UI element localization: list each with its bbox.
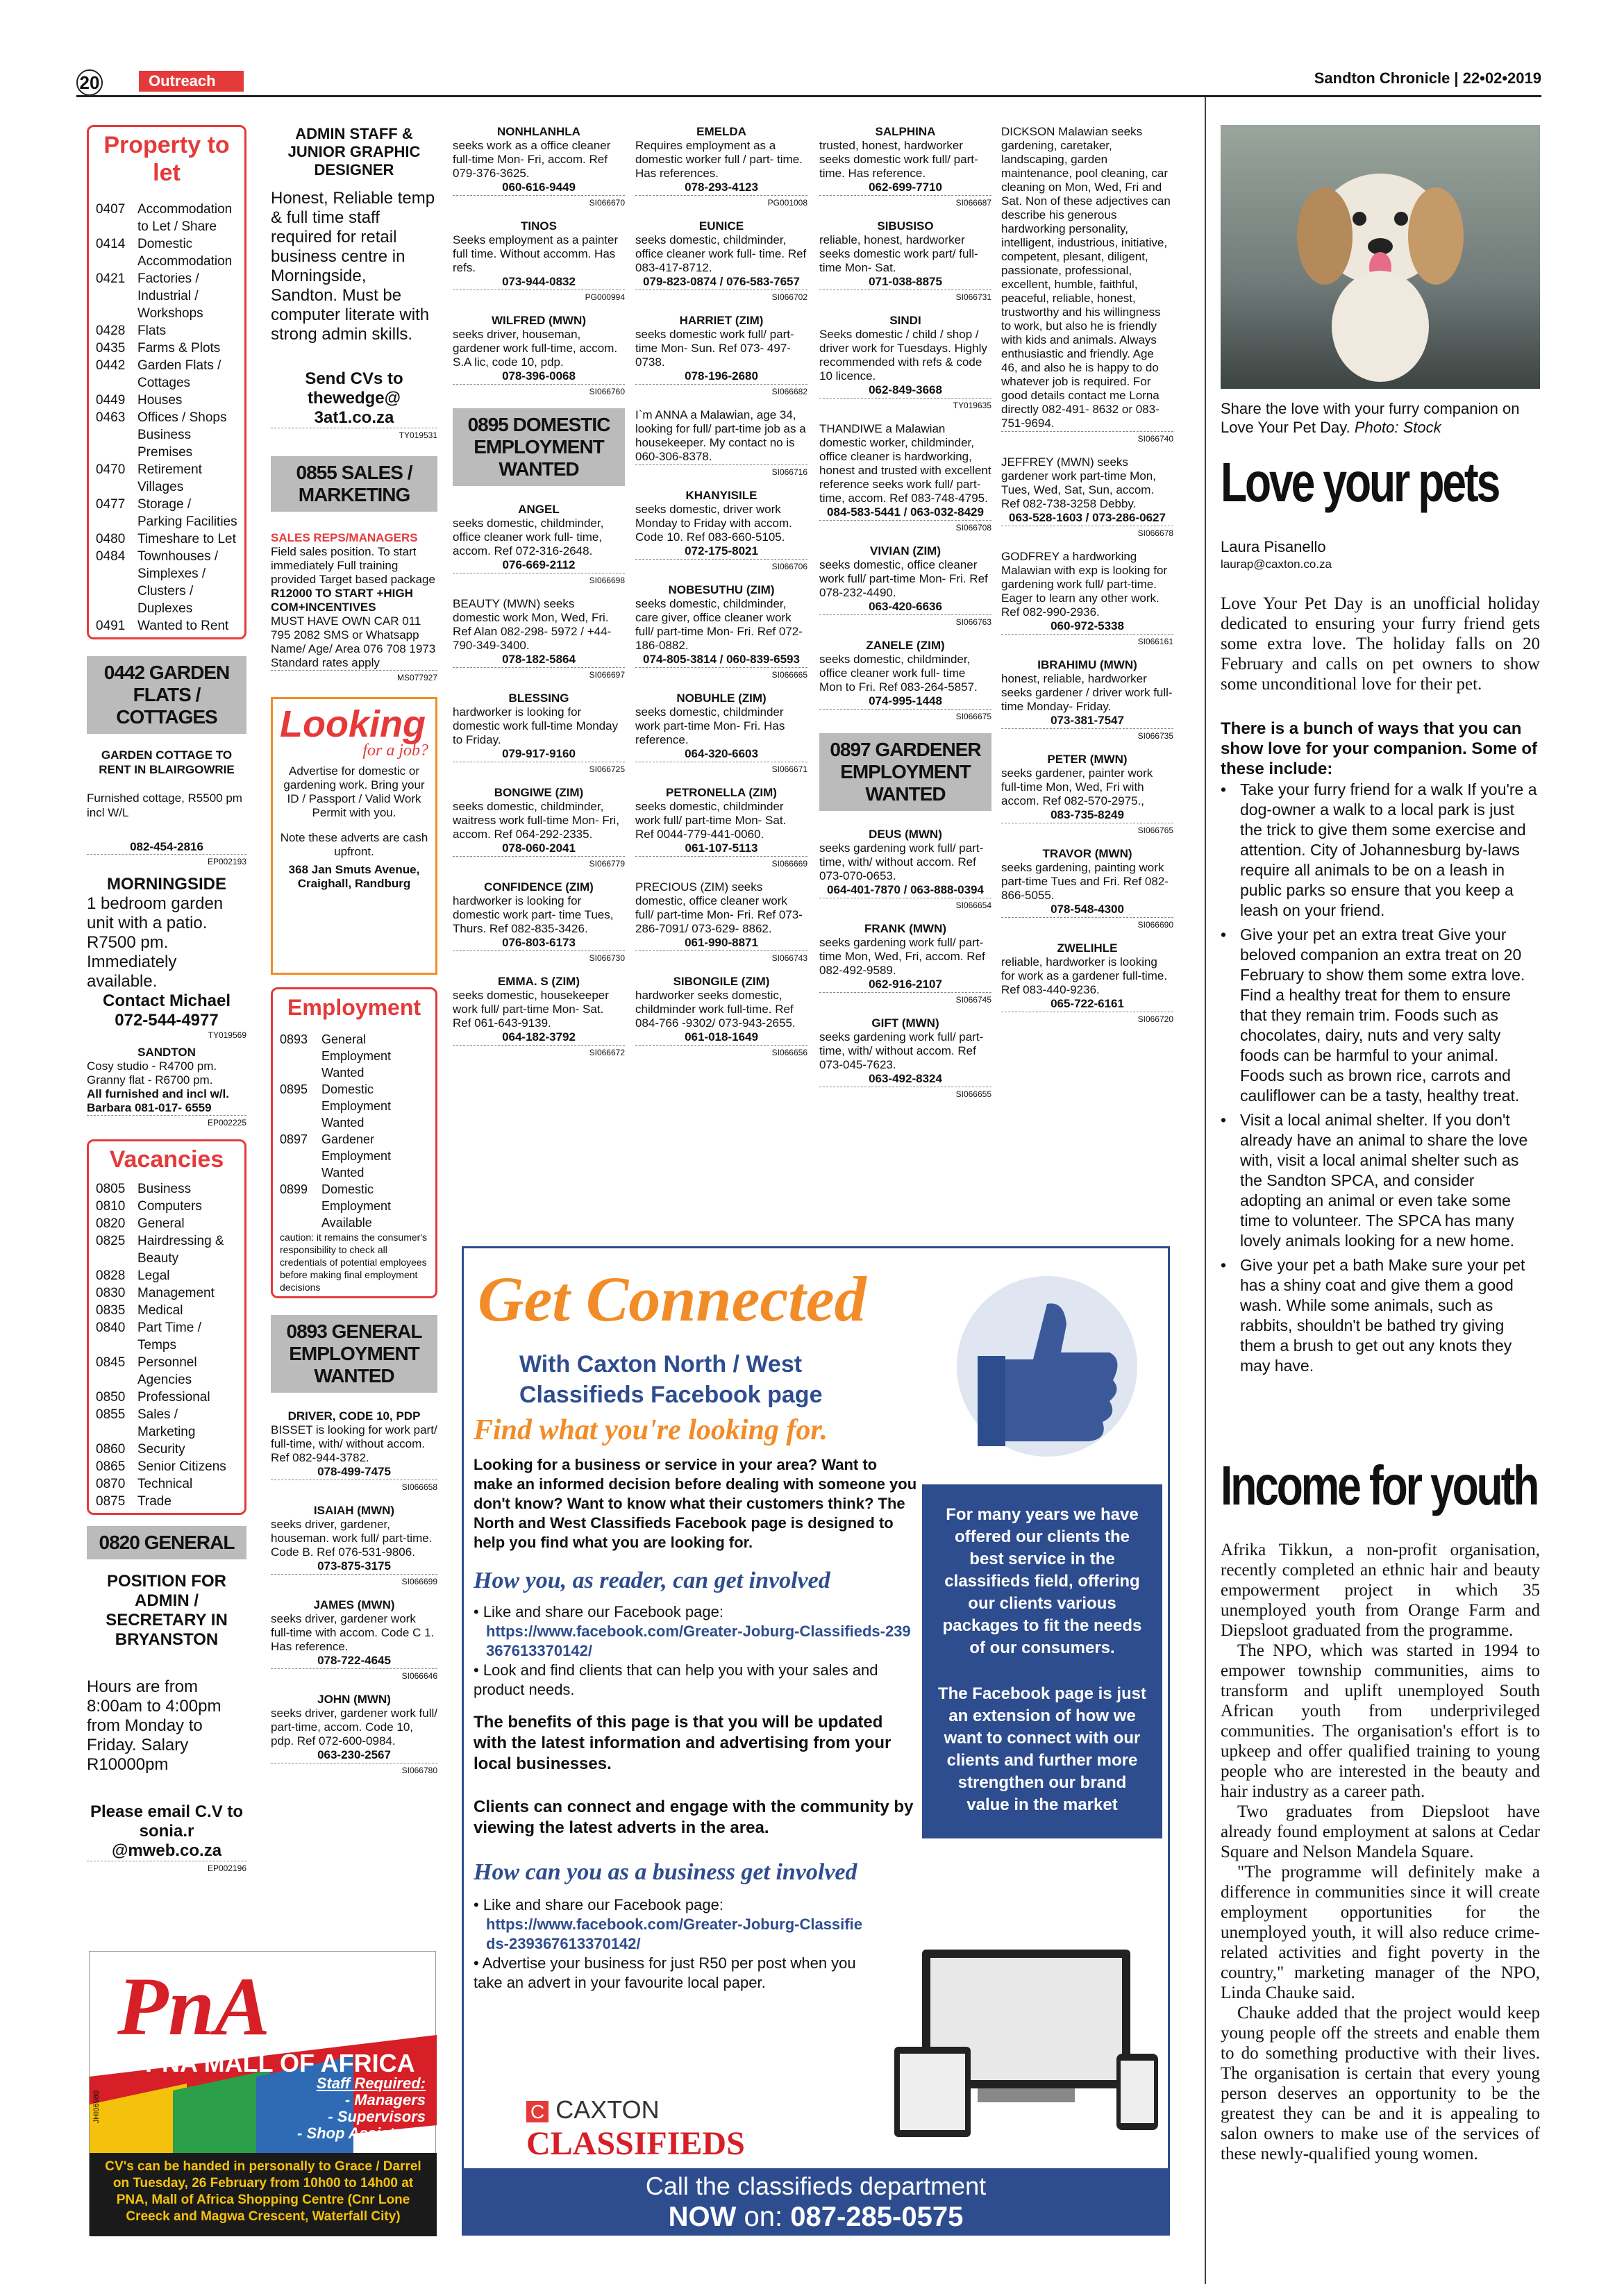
classified-ad: I`m ANNA a Malawian, age 34, looking for full/ part-time job as a housekeeper. My contact no is 060-306-8378. SI066716 (635, 408, 807, 479)
index-item: 0491 Wanted to Rent (96, 619, 229, 633)
index-item: 0870 Technical (96, 1477, 193, 1491)
classified-ad: ZWELIHLE reliable, hardworker is looking for work as a gardener full-time. Ref 083-440-9236. 065-722-6161 SI066720 (1001, 941, 1173, 1026)
property-index (87, 125, 246, 639)
pet-tip: • Visit a local animal shelter. If you don't already have an animal to share the love with, visit a local animal shelter such as the Sandton SPCA, and consider adopting an animal or even take some time to volunteer. The SPCA has many lovely animals looking for a new home. (1221, 1111, 1528, 1250)
garden-ad-2: MORNINGSIDE 1 bedroom garden unit with a patio. R7500 pm. Immediately available. Contact Michael 072-544-4977 TY019569 (87, 875, 246, 1040)
pna-staff: Staff Required: - Managers - Supervisors - Shop Assistants (297, 2075, 426, 2142)
index-item: 0449 Houses (96, 393, 183, 408)
article-youth-body: Afrika Tikkun, a non-profit organisation, recently completed an ethnic hair and beauty empowerment project in which 35 unemployed youth from Orange Farm and Diepsloot graduated from the programme. The NPO, which was started in 1994 to empower township communities, aims to transform and uplift unemployed South African youth from underprivileged communities. The organisation's effort is to upkeep and offer qualified training to young people who are interested in the beauty and hair industry as a career path. Two graduates from Diepsloot have already found employment at salons at Cedar Square and Nelson Mandela Square. "The programme will definitely make a difference in communities since it will create employment opportunities for the unemployed youth, it will also reduce crime-related activities and fight poverty in the country," marketing manager of the NPO, Linda Chauke said. Chauke added that the project would keep young people off the streets and enable them to do something productive with their lives. The organisation is certain that every young person deserves an opportunity to be the greatest they can be and it is appealing to salon owners to make use of the services of these newly-qualified young women. (1221, 1541, 1540, 2163)
admin-ad: ADMIN STAFF & JUNIOR GRAPHIC DESIGNER Honest, Reliable temp & full time staff required for retail business centre in Morningside, Sandton. Must be computer literate with strong admin skills. Send CVs to thewedge@ 3at1.co.za TY019531 (271, 125, 437, 442)
classified-ad: EMMA. S (ZIM) seeks domestic, housekeeper work full/ part-time Mon- Sat. Ref 061-643-9139. 064-182-3792 SI066672 (453, 975, 625, 1059)
fb-link-2[interactable]: https://www.facebook.com/Greater-Joburg-Classifieds-239367613370142/ (486, 1916, 862, 1952)
pna-logo: PnA (117, 1960, 271, 2052)
classified-ad: HARRIET (ZIM) seeks domestic work full/ part-time Mon- Sun. Ref 073- 497-0738. 078-196-2680 SI066682 (635, 314, 807, 399)
index-item: 0480 Timeshare to Let (96, 532, 236, 546)
article-author: Laura Pisanello (1221, 538, 1326, 555)
classified-ad: BLESSING hardworker is looking for domestic work full-time Monday to Friday. 079-917-9160 SI066725 (453, 692, 625, 776)
index-item: 0805 Business (96, 1182, 192, 1196)
classified-ad: JAMES (MWN) seeks driver, gardener work full-time with accom. Code C 1. Has reference. 078-722-4645 SI066646 (271, 1598, 437, 1683)
classified-ad: EMELDA Requires employment as a domestic worker full / part- time. Has references. 078-293-4123 PG001008 (635, 125, 807, 210)
classified-ad: IBRAHIMU (MWN) honest, reliable, hardworker seeks gardener / driver work full-time Monday- Friday. 073-381-7547 SI066735 (1001, 658, 1173, 743)
index-item: 0825 Hairdressing & Beauty (96, 1234, 224, 1266)
index-item: 0899 Domestic Employment Available (280, 1182, 392, 1230)
photo-caption: Share the love with your furry companion on Love Your Pet Day. Photo: Stock (1221, 400, 1520, 436)
pna-advert: PnA colour your world PNA MALL OF AFRICA Staff Required: - Managers - Supervisors - Shop Assistants JHI06980 CV's can be handed in personally to Grace / Darrel on Tuesday, 26 February from 10h00 to 14h00 at PNA, Mall of Africa Shopping Centre (Cnr Lone Creeck and Magwa Crescent, Waterfall City) (89, 1951, 436, 2236)
index-item: 0421 Factories / Industrial / Workshops (96, 271, 203, 321)
classified-ad: PETER (MWN) seeks gardener, painter work full-time Mon, Wed, Fri with accom. Ref 082-570-2975., 083-735-8249 SI066765 (1001, 753, 1173, 837)
pna-footer: CV's can be handed in personally to Grace / Darrel on Tuesday, 26 February from 10h00 to 14h00 at PNA, Mall of Africa Shopping Centre (Cnr Lone Creeck and Magwa Crescent, Waterfall City) (105, 2159, 421, 2224)
classified-ad: NONHLANHLA seeks work as a office cleaner full-time Mon- Fri, accom. Ref 079-376-3625. 060-616-9449 SI066670 (453, 125, 625, 210)
sales-ad: SALES REPS/MANAGERS Field sales position. To start immediately Full training provided Target based package R12000 TO START +HIGH COM+INCENTIVES MUST HAVE OWN CAR 011 795 2082 SMS or Whatsapp Name/ Age/ Area 076 708 1973 Standard rates apply MS077927 (271, 531, 437, 685)
classified-ad: ZANELE (ZIM) seeks domestic, childminder, office cleaner work full- time Mon to Fri. Ref 083-264-5857. 074-995-1448 SI066675 (819, 639, 991, 723)
classified-ad: NOBUHLE (ZIM) seeks domestic, childminder work part-time Mon- Fri. Has reference. 064-320-6603 SI066671 (635, 692, 807, 776)
column-divider (1205, 97, 1206, 2284)
index-item: 0484 Townhouses / Simplexes / Clusters / Duplexes (96, 549, 219, 616)
index-item: 0865 Senior Citizens (96, 1459, 226, 1474)
column-3 (453, 125, 625, 1069)
index-item: 0835 Medical (96, 1303, 183, 1318)
classified-ad: GODFREY a hardworking Malawian with exp is looking for gardening work full/ part-time. Eager to learn any other work. Ref 082-990-2936. 060-972-5338 SI066161 (1001, 550, 1173, 648)
index-item: 0897 Gardener Employment Wanted (280, 1132, 392, 1180)
classified-ad: JEFFREY (MWN) seeks gardener work part-time Mon, Tues, Wed, Sat, Sun, accom. Ref 082-738-3258 Debby. 063-528-1603 / 073-286-0627 SI066678 (1001, 455, 1173, 540)
classified-ad: BONGIWE (ZIM) seeks domestic, childminder, waitress work full-time Mon- Fri, accom. Ref 064-292-2335. 078-060-2041 SI066779 (453, 786, 625, 871)
classified-ad: VIVIAN (ZIM) seeks domestic, office cleaner work full/ part-time Mon- Fri. Ref 078-232-4490. 063-420-6636 SI066763 (819, 544, 991, 629)
index-item: 0893 General Employment Wanted (280, 1032, 392, 1080)
page-number: 20 (76, 69, 103, 96)
index-item: 0810 Computers (96, 1199, 202, 1214)
index-item: 0820 General (96, 1216, 185, 1231)
index-item: 0860 Security (96, 1442, 185, 1457)
section-tag: Outreach (139, 71, 244, 92)
classified-ad: SIBONGILE (ZIM) hardworker seeks domestic, childminder work full-time. Ref 084-766 -9302/ 073-943-2655. 061-018-1649 SI066656 (635, 975, 807, 1059)
classified-ad: THANDIWE a Malawian domestic worker, childminder, office cleaner is hardworking, honest and trusted with excellent reference seeks work full/ part-time, accom. Ref 083-748-4795. 084-583-5441 / 063-032-8429 SI066708 (819, 422, 991, 535)
gardener-heading: 0897 GARDENER EMPLOYMENT WANTED (819, 733, 991, 811)
article-pets-body: Love Your Pet Day is an unofficial holiday dedicated to ensuring your furry friend gets some extra love. The holiday falls on 20 February and calls on pet owners to show some unconditional love for their pet. (1221, 594, 1540, 694)
vacancies-list (96, 1180, 237, 1510)
column-4 (635, 125, 807, 1069)
page-header (76, 69, 1541, 97)
general-ad: POSITION FOR ADMIN / SECRETARY IN BRYANSTON Hours are from 8:00am to 4:00pm from Monday to Friday. Salary R10000pm Please email C.V to sonia.r @mweb.co.za EP002196 (87, 1572, 246, 1875)
index-item: 0830 Management (96, 1286, 215, 1300)
classified-ad: FRANK (MWN) seeks gardening work full/ part-time Mon, Wed, Fri, accom. Ref 082-492-9589. 062-916-2107 SI066745 (819, 922, 991, 1007)
article-title-youth: Income for youth (1221, 1455, 1538, 1516)
index-item: 0428 Flats (96, 324, 167, 338)
index-item: 0407 Accommodation to Let / Share (96, 202, 233, 234)
article-email: laurap@caxton.co.za (1221, 558, 1332, 571)
classified-ad: TRAVOR (MWN) seeks gardening, painting work part-time Tues and Fri. Ref 082-866-5055. 078-548-4300 SI066690 (1001, 847, 1173, 932)
garden-ad-3: SANDTON Cosy studio - R4700 pm. Granny flat - R6700 pm. All furnished and incl w/l. Barbara 081-017- 6559 EP002225 (87, 1046, 246, 1130)
dog-photo (1221, 125, 1540, 389)
index-item: 0855 Sales / Marketing (96, 1407, 196, 1439)
column-1 (87, 125, 246, 1875)
looking-box: Looking for a job? Advertise for domestic or gardening work. Bring your ID / Passport / Valid Work Permit with you. Note these adverts are cash upfront. 368 Jan Smuts Avenue, Craighall, Randburg (271, 697, 437, 975)
index-item: 0840 Part Time / Temps (96, 1321, 201, 1352)
classified-ad: TINOS Seeks employment as a painter full time. Without accomm. Has refs. 073-944-0832 PG000994 (453, 219, 625, 304)
classified-ad: EUNICE seeks domestic, childminder, office cleaner work full- time. Ref 083-417-8712. 079-823-0874 / 076-583-7657 SI066702 (635, 219, 807, 304)
index-item: 0828 Legal (96, 1268, 170, 1283)
classified-ad: BEAUTY (MWN) seeks domestic work Mon, Wed, Fri. Ref Alan 082-298- 5972 / +44-790-349-3400. 078-182-5864 SI066697 (453, 597, 625, 682)
garden-ad-1: GARDEN COTTAGE TO RENT IN BLAIRGOWRIE Furnished cottage, R5500 pm incl W/L 082-454-2816 EP002193 (87, 748, 246, 869)
classified-ad: GIFT (MWN) seeks gardening work full/ part-time, with/ without accom. Ref 073-045-7623. 063-492-8324 SI066655 (819, 1016, 991, 1101)
classified-ad: DEUS (MWN) seeks gardening work full/ part-time, with/ without accom. Ref 073-070-0653. 064-401-7870 / 063-888-0394 SI066654 (819, 828, 991, 912)
column-6 (1001, 125, 1173, 1036)
column-2 (271, 125, 437, 1787)
index-item: 0442 Garden Flats / Cottages (96, 358, 221, 390)
devices-graphic (894, 1943, 1165, 2137)
classified-ad: JOHN (MWN) seeks driver, gardener work full/ part-time, accom. Code 10, pdp. Ref 072-600-0984. 063-230-2567 SI066780 (271, 1693, 437, 1777)
dog-icon (1221, 125, 1540, 389)
domestic-heading: 0895 DOMESTIC EMPLOYMENT WANTED (453, 408, 625, 486)
classified-ad: WILFRED (MWN) seeks driver, houseman, gardener work full-time, accom. S.A lic, code 10, pdp. 078-396-0068 SI066760 (453, 314, 625, 399)
looking-title: Looking (280, 703, 426, 745)
fb-title: Get Connected (478, 1264, 867, 1334)
classified-ad: SINDI Seeks domestic / child / shop / driver work for Tuesdays. Highly recommended with refs & code 10 licence. 062-849-3668 TY019635 (819, 314, 991, 412)
index-item: 0414 Domestic Accommodation (96, 237, 233, 269)
classified-ad: DICKSON Malawian seeks gardening, caretaker, landscaping, garden maintenance, pool cleaning, car cleaning on Mon, Wed, Fri and Sat. Non of these adjectives can describe his generous hardworking personality, intelligent, industrious, initiative, competent, plesant, diligent, passionate, professional, excellent, humble, faithful, peaceful, reliable, honest, trustworthy and his willingness to work, but also he is friendly with kids and animals. Always enthusiastic and friendly. Age 46, and also he is happy to do whatever job is required. For good details contact me Lorna directly 082-491- 8632 or 083-751-9694. SI066740 (1001, 125, 1173, 446)
classified-ad: ANGEL seeks domestic, childminder, office cleaner work full- time, accom. Ref 072-316-2648. 076-669-2112 SI066698 (453, 503, 625, 587)
index-item: 0875 Trade (96, 1494, 171, 1509)
column-5 (819, 125, 991, 1111)
property-title: Property to let (103, 132, 230, 186)
property-list (96, 201, 237, 635)
fb-quote: For many years we have offered our clients the best service in the classifieds field, offering our clients various packages to fit the needs of our consumers. The Facebook page is just an extension of how we want to connect with our clients and further more strengthen our brand value in the market - Caxton North/ West classifieds manager Logan Govender. (922, 1484, 1162, 1838)
vacancies-index: Vacancies 0805 Business 0810 Computers 0820 General 0825 Hairdressing & Beauty 0828 Legal 0830 Management 0835 Medical 0840 Part Time / Temps 0845 Personnel Agencies 0850 Professional 0855 Sales / Marketing 0860 Security 0865 Senior Citizens 0870 Technical 0875 Trade (87, 1139, 246, 1515)
thumbs-up-icon (943, 1262, 1151, 1470)
classified-ad: PETRONELLA (ZIM) seeks domestic, childminder work full/ part-time Mon- Sat. Ref 0044-779-441-0060. 061-107-5113 SI066669 (635, 786, 807, 871)
classified-ad: NOBESUTHU (ZIM) seeks domestic, childminder, care giver, office cleaner work full/ part-time Mon- Fri. Ref 072-186-0882. 074-805-3814 / 060-839-6593 SI066665 (635, 583, 807, 682)
classified-ad: DRIVER, CODE 10, PDP BISSET is looking for work part/ full-time, with/ without accom. Ref 082-944-3782. 078-499-7475 SI066658 (271, 1409, 437, 1494)
article-title-pets: Love your pets (1221, 451, 1499, 513)
index-item: 0470 Retirement Villages (96, 462, 202, 494)
classified-ad: PRECIOUS (ZIM) seeks domestic, office cleaner work full/ part-time Mon- Fri. Ref 073-286-7091/ 073-629- 8862. 061-990-8871 SI066743 (635, 880, 807, 965)
general-employment-heading: 0893 GENERAL EMPLOYMENT WANTED (271, 1315, 437, 1393)
index-item: 0895 Domestic Employment Wanted (280, 1082, 392, 1130)
index-item: 0463 Offices / Shops Business Premises (96, 410, 227, 460)
general-heading: 0820 GENERAL (87, 1526, 246, 1559)
pet-tip: • Give your pet an extra treat Give your beloved companion an extra treat on 20 February to show them some extra love. Find a healthy treat for them to ensure that they remain trim. Foods such as chocolates, dairy, nuts and very salty foods can be harmful to your animal. Foods such as brown rice, carrots and cauliflower can be a tasty, healthy treat. (1221, 925, 1525, 1105)
masthead: Sandton Chronicle | 22•02•2019 (1314, 69, 1541, 87)
pet-tip: • Give your pet a bath Make sure your pet has a shiny coat and give them a good wash. While some animals, such as rabbits, shouldn't be bathed try giving them a brush to get out any knots they may have. (1221, 1256, 1525, 1375)
facebook-advert: Get Connected With Caxton North / West Classifieds Facebook page Find what you're looking for. Looking for a business or service in your area? Want to make an informed decision before dealing with someone you don't know? Want to know what their customers think? The North and West Classifieds Facebook page is designed to help you find what you are looking for. How you, as reader, can get involved • Like and share our Facebook page: https://www.facebook.com/Greater-Joburg-Classifieds-239367613370142/ • Look and find clients that can help you with your sales and product needs. The benefits of this page is that you will be updated with the latest information and advertising from your local businesses. Clients can connect and engage with the community by viewing the latest adverts in the area. How can you as a business get involved • Like and share our Facebook page: https://www.facebook.com/Greater-Joburg-Classifieds-239367613370142/ • Advertise your business for just R50 per post when you take an advert in your favourite local paper. For many years we have offered our clients the best service in the classifieds field, offering our clients various packages to fit the needs of our consumers. The Facebook page is just an extension of how we want to connect with our clients and further more strengthen our brand value in the market - Caxton North/ West classifieds manager Logan Govender. C CAXTON CLASSIFIEDS Call the classifieds department NOW on: 087-285-0575 (462, 1246, 1170, 2236)
index-item: 0845 Personnel Agencies (96, 1355, 197, 1387)
classified-ad: SIBUSISO reliable, honest, hardworker seeks domestic work part/ full-time Mon- Sat. 071-038-8875 SI066731 (819, 219, 991, 304)
fb-call-bar: Call the classifieds department NOW on: 087-285-0575 (464, 2168, 1168, 2234)
employment-index: Employment 0893 General Employment Wanted 0895 Domestic Employment Wanted 0897 Gardener Employment Wanted 0899 Domestic Employment Available caution: it remains the consumer's responsibility to check all credentials of potential employees before making final employment decisions (271, 987, 437, 1298)
index-item: 0477 Storage / Parking Facilities (96, 497, 237, 529)
sales-heading: 0855 SALES / MARKETING (271, 456, 437, 512)
fb-link[interactable]: https://www.facebook.com/Greater-Joburg-Classifieds-239367613370142/ (486, 1623, 911, 1659)
classified-ad: KHANYISILE seeks domestic, driver work Monday to Friday with accom. Code 10. Ref 083-660-5105. 072-175-8021 SI066706 (635, 489, 807, 573)
classified-ad: ISAIAH (MWN) seeks driver, gardener, houseman. work full/ part-time. Code B. Ref 076-531-9806. 073-875-3175 SI066699 (271, 1504, 437, 1589)
pet-tips-list (1221, 780, 1540, 1380)
caxton-brand: C CAXTON (526, 2095, 660, 2125)
index-item: 0435 Farms & Plots (96, 341, 221, 355)
index-item: 0850 Professional (96, 1390, 210, 1405)
pna-mall: PNA MALL OF AFRICA (145, 2049, 415, 2077)
pet-tip: • Take your furry friend for a walk If you're a dog-owner a walk to a local park is just the trick to give them some exercise and attention. City of Johannesburg by-laws require all animals to be on a leash in public parks so ensure that you keep a leash on your friend. (1221, 780, 1537, 919)
general-employment-ads (271, 1409, 437, 1777)
classified-ad: CONFIDENCE (ZIM) hardworker is looking for domestic work part- time Tues, Thurs. Ref 082-835-3426. 076-803-6173 SI066730 (453, 880, 625, 965)
garden-flats-heading: 0442 GARDEN FLATS / COTTAGES (87, 656, 246, 734)
classified-ad: SALPHINA trusted, honest, hardworker seeks domestic work full/ part-time. Has reference. 062-699-7710 SI066687 (819, 125, 991, 210)
